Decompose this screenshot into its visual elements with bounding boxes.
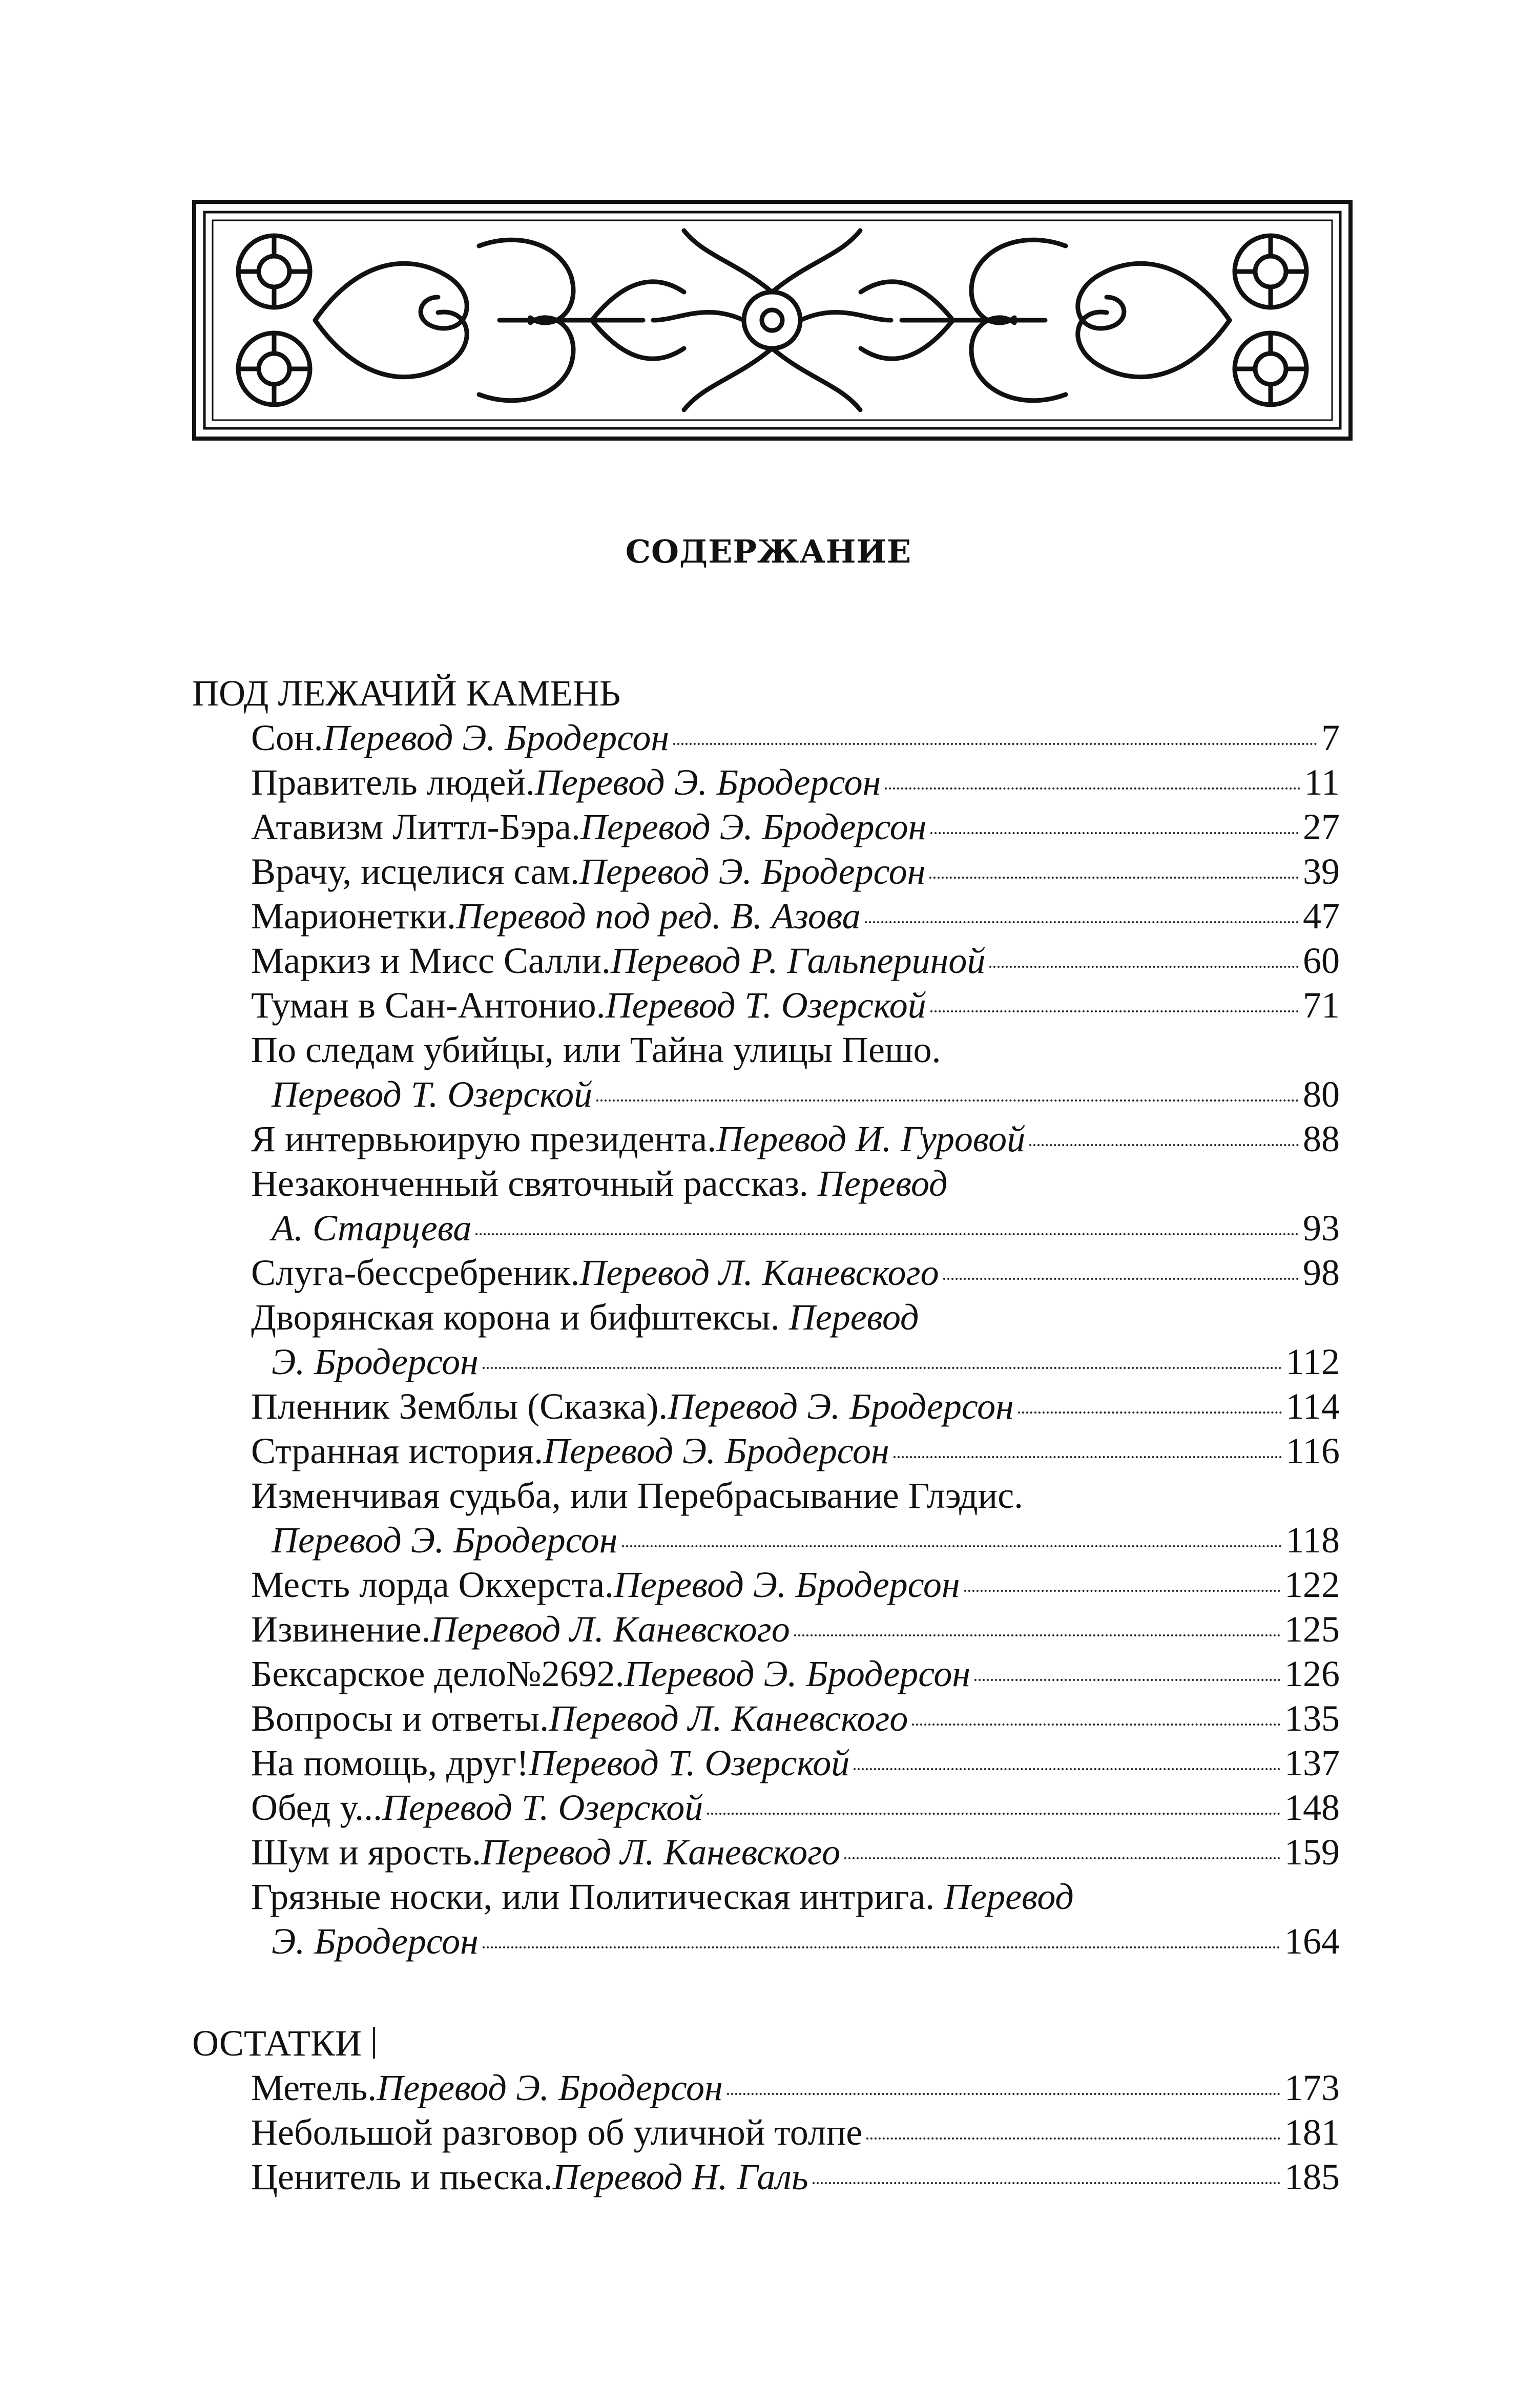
dot-leader: [964, 1590, 1280, 1592]
toc-entry: [251, 1607, 1340, 1652]
entry-title: Шум и ярость.: [251, 1832, 481, 1873]
entry-translator: Перевод под ред. В. Азова: [455, 896, 861, 937]
toc-entry: [251, 2066, 1340, 2110]
toc-entry: [251, 1830, 1340, 1875]
entry-translator: Перевод Т. Озерской: [272, 1074, 593, 1115]
toc-entry: [251, 849, 1340, 894]
page-number: 137: [1284, 1742, 1340, 1783]
toc-entry: [251, 983, 1340, 1028]
page-number: 116: [1285, 1430, 1340, 1471]
dot-leader: [596, 1099, 1299, 1102]
entry-title: Грязные носки, или Политическая интрига.: [251, 1876, 944, 1917]
page-number: 148: [1284, 1787, 1340, 1828]
entry-title: Бексарское дело№2692.: [251, 1653, 625, 1694]
entry-title: Врачу, исцелися сам.: [251, 851, 579, 892]
toc-entry: [251, 894, 1340, 939]
dot-leader: [1018, 1411, 1282, 1414]
entry-title: Извинение.: [251, 1609, 431, 1650]
toc-entry: [251, 1384, 1340, 1429]
entry-title: Небольшой разговор об уличной толпе: [251, 2112, 863, 2153]
page-number: 93: [1303, 1208, 1340, 1249]
entry-translator: Перевод Э. Бродерсон: [614, 1564, 960, 1605]
dot-leader: [794, 1634, 1280, 1636]
entry-title: Незаконченный святочный рассказ.: [251, 1163, 818, 1204]
page-number: 60: [1303, 940, 1340, 981]
decorative-ornament-banner: [192, 200, 1353, 441]
entry-translator: Э. Бродерсон: [272, 1341, 479, 1382]
dot-leader: [727, 2093, 1280, 2095]
dot-leader: [483, 1367, 1282, 1369]
page-number: 173: [1284, 2067, 1340, 2108]
section-heading-text: ОСТАТКИ: [192, 2023, 362, 2064]
toc-entry: [251, 1429, 1340, 1473]
entry-translator: Перевод Т. Озерской: [529, 1742, 850, 1783]
toc-entry: [251, 1741, 1340, 1786]
dot-leader: [894, 1456, 1282, 1458]
page-title: СОДЕРЖАНИЕ: [625, 533, 912, 570]
dot-leader: [1029, 1144, 1299, 1146]
entry-translator: Перевод Э. Бродерсон: [272, 1520, 618, 1561]
entry-translator: Перевод Э. Бродерсон: [323, 717, 670, 758]
dot-leader: [483, 1946, 1280, 1948]
page-number: 126: [1284, 1653, 1340, 1694]
toc-entry: [251, 716, 1340, 760]
toc-entry: [251, 1786, 1340, 1830]
toc-entry: [251, 1161, 1340, 1251]
entry-title: Слуга-бессребреник.: [251, 1252, 580, 1293]
entry-title: Дворянская корона и бифштексы.: [251, 1297, 789, 1338]
toc-entry: [251, 1875, 1340, 1964]
dot-leader: [974, 1679, 1280, 1681]
entry-title: Правитель людей.: [251, 762, 535, 803]
page-number: 114: [1285, 1386, 1340, 1427]
dot-leader: [844, 1857, 1280, 1859]
entry-title: Марионетки.: [251, 896, 456, 937]
page-number: 11: [1304, 762, 1340, 803]
toc-entry: [251, 1295, 1340, 1384]
dot-leader: [622, 1545, 1282, 1547]
entry-translator: Перевод Э. Бродерсон: [377, 2067, 723, 2108]
entry-translator: Перевод Т. Озерской: [382, 1787, 703, 1828]
entry-translator: Перевод Э. Бродерсон: [534, 762, 881, 803]
entry-translator: Э. Бродерсон: [272, 1921, 479, 1962]
entry-translator: Перевод Э. Бродерсон: [624, 1653, 971, 1694]
dot-leader: [475, 1233, 1299, 1235]
entry-title: Туман в Сан-Антонио.: [251, 985, 606, 1026]
section-heading: ПОД ЛЕЖАЧИЙ КАМЕНЬ: [192, 673, 621, 714]
page-number: 112: [1285, 1341, 1340, 1382]
entry-translator-prefix: Перевод: [788, 1297, 919, 1338]
page-number: 88: [1303, 1118, 1340, 1159]
toc-entry: [251, 805, 1340, 849]
entry-translator: Перевод Л. Каневского: [549, 1698, 908, 1739]
ornament-icon: [192, 200, 1353, 441]
dot-leader: [707, 1813, 1280, 1815]
entry-title: По следам убийцы, или Тайна улицы Пешо.: [251, 1029, 941, 1070]
toc-entry: [251, 2110, 1340, 2155]
toc-entry: [251, 1473, 1340, 1563]
page-number: 164: [1284, 1921, 1340, 1962]
toc-entry: [251, 2155, 1340, 2199]
dot-leader: [866, 2137, 1280, 2140]
entry-translator-prefix: Перевод: [944, 1876, 1074, 1917]
page-number: 159: [1284, 1832, 1340, 1873]
dot-leader: [989, 966, 1299, 968]
page-number: 47: [1303, 896, 1340, 937]
toc-entry: [251, 1028, 1340, 1117]
entry-translator: Перевод Т. Озерской: [605, 985, 926, 1026]
entry-title: Я интервьюирую президента.: [251, 1118, 717, 1159]
entry-title: Атавизм Литтл-Бэра.: [251, 806, 580, 847]
page-number: 71: [1303, 985, 1340, 1026]
entry-title: Вопросы и ответы.: [251, 1698, 549, 1739]
entry-title: Пленник Земблы (Сказка).: [251, 1386, 668, 1427]
entry-translator: Перевод Л. Каневского: [430, 1609, 790, 1650]
entry-title: Маркиз и Мисс Салли.: [251, 940, 611, 981]
entry-translator: Перевод Л. Каневского: [481, 1832, 841, 1873]
entry-translator: Перевод Н. Галь: [552, 2156, 808, 2197]
entry-title: Странная история.: [251, 1430, 544, 1471]
page-number: 118: [1285, 1520, 1340, 1561]
page-number: 39: [1303, 851, 1340, 892]
toc-entry: [251, 1696, 1340, 1741]
entry-translator: Перевод Э. Бродерсон: [579, 851, 926, 892]
entry-title: Метель.: [251, 2067, 377, 2108]
page-number: 80: [1303, 1074, 1340, 1115]
entry-translator: А. Старцева: [272, 1208, 472, 1249]
page-number: 98: [1303, 1252, 1340, 1293]
page-number: 27: [1303, 806, 1340, 847]
dot-leader: [854, 1768, 1280, 1770]
dot-leader: [865, 921, 1299, 923]
entry-title: Изменчивая судьба, или Перебрасывание Глэдис.: [251, 1475, 1024, 1516]
entry-translator: Перевод И. Гуровой: [716, 1118, 1026, 1159]
page-number: 135: [1284, 1698, 1340, 1739]
page-number: 185: [1284, 2156, 1340, 2197]
dot-leader: [885, 787, 1300, 790]
dot-leader: [912, 1724, 1280, 1726]
dot-leader: [673, 743, 1317, 745]
entry-title: Ценитель и пьеска.: [251, 2156, 553, 2197]
toc-entry: [251, 1117, 1340, 1161]
page-number: 125: [1284, 1609, 1340, 1650]
dot-leader: [943, 1278, 1299, 1280]
toc-entry: [251, 1251, 1340, 1295]
toc-entry: [251, 1563, 1340, 1607]
entry-translator: Перевод Л. Каневского: [579, 1252, 939, 1293]
entry-translator: Перевод Э. Бродерсон: [580, 806, 927, 847]
entry-translator: Перевод Э. Бродерсон: [543, 1430, 889, 1471]
page-number: 122: [1284, 1564, 1340, 1605]
page-number: 181: [1284, 2112, 1340, 2153]
entry-translator-prefix: Перевод: [817, 1163, 948, 1204]
entry-title: На помощь, друг!: [251, 1742, 529, 1783]
toc-entry: [251, 760, 1340, 805]
section-heading-2: [192, 2021, 1340, 2066]
dot-leader: [930, 1010, 1299, 1012]
entry-translator: Перевод Э. Бродерсон: [668, 1386, 1014, 1427]
entry-title: Месть лорда Окхерста.: [251, 1564, 614, 1605]
entry-title: Сон.: [251, 717, 323, 758]
toc-entry: [251, 1652, 1340, 1696]
entry-translator: Перевод Р. Гальпериной: [610, 940, 986, 981]
toc-entry: [251, 939, 1340, 983]
text-cursor-mark: [373, 2027, 375, 2059]
dot-leader: [930, 832, 1299, 834]
entry-title: Обед у...: [251, 1787, 383, 1828]
page-number: 7: [1321, 717, 1340, 758]
dot-leader: [813, 2182, 1280, 2184]
dot-leader: [929, 877, 1299, 879]
table-of-contents: [192, 671, 1340, 2199]
